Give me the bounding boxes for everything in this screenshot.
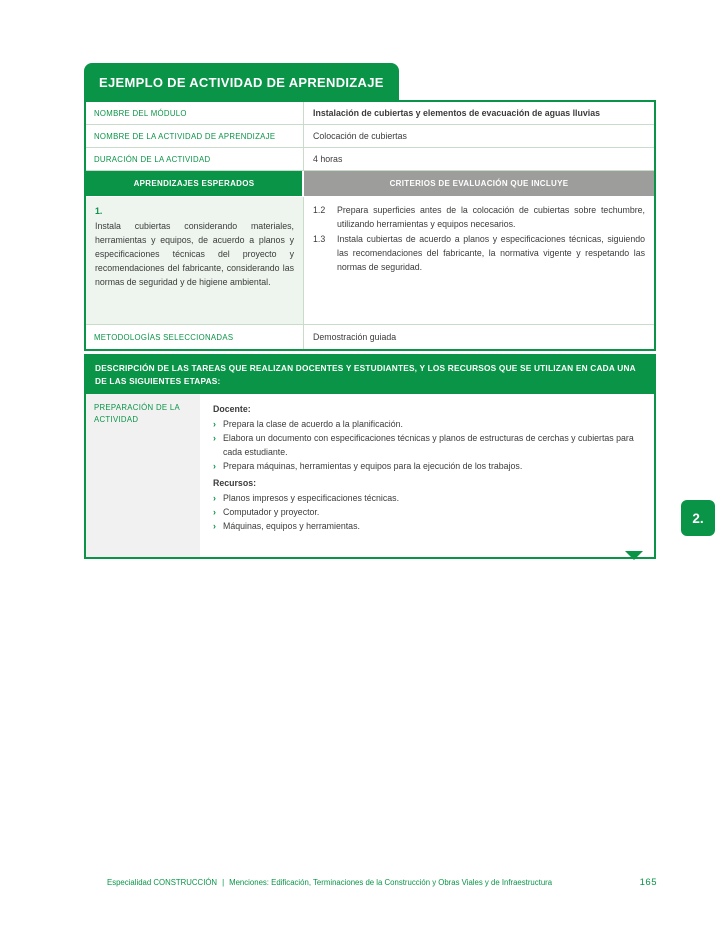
preparation-stage-row <box>86 394 654 557</box>
module-name-value: Instalación de cubiertas y elementos de evacuación de aguas lluvias <box>313 108 600 118</box>
learning-text: Instala cubiertas considerando materiales, herramientas y equipos, de acuerdo a planos y especificaciones técnicas del proyecto y recomendaciones del fabricante, considerando las normas de seguridad y de higiene ambiental. <box>95 221 294 288</box>
list-item <box>213 459 640 473</box>
page-title: EJEMPLO DE ACTIVIDAD DE APRENDIZAJE <box>84 63 399 100</box>
duration-label: DURACIÓN DE LA ACTIVIDAD <box>86 148 304 170</box>
expected-learning-cell <box>86 197 304 324</box>
tasks-description-band: DESCRIPCIÓN DE LAS TAREAS QUE REALIZAN DOCENTES Y ESTUDIANTES, Y LOS RECURSOS QUE SE UTILIZAN EN CADA UNA DE LAS SIGUIENTES ETAPAS: <box>86 356 654 394</box>
bullet-arrow-icon: › <box>213 432 216 443</box>
criterion-item <box>313 204 645 231</box>
activity-name-label: NOMBRE DE LA ACTIVIDAD DE APRENDIZAJE <box>86 125 304 147</box>
evaluation-criteria-header: CRITERIOS DE EVALUACIÓN QUE INCLUYE <box>304 171 654 196</box>
list-item-text: Planos impresos y especificaciones técnicas. <box>223 492 400 503</box>
duration-value: 4 horas <box>313 154 343 164</box>
preparation-stage-content <box>200 394 654 557</box>
criterion-text: Instala cubiertas de acuerdo a planos y especificaciones técnicas, siguiendo las recomendaciones del fabricante, la normativa vigente y respetando las normas de seguridad. <box>337 234 645 272</box>
criterion-number: 1.2 <box>313 205 326 215</box>
list-item <box>213 417 640 431</box>
preparation-stage-label: PREPARACIÓN DE LA ACTIVIDAD <box>86 394 200 557</box>
list-item <box>213 491 640 505</box>
evaluation-criteria-cell <box>304 197 654 324</box>
activity-info-table <box>84 100 656 351</box>
bullet-arrow-icon: › <box>213 492 216 503</box>
bullet-arrow-icon: › <box>213 521 216 532</box>
learning-number: 1. <box>95 206 103 216</box>
bullet-arrow-icon: › <box>213 461 216 472</box>
learning-criteria-row <box>86 197 654 324</box>
table-row-methodologies <box>86 324 654 349</box>
resources-heading: Recursos: <box>213 477 257 488</box>
list-item <box>213 519 640 533</box>
tasks-description-table <box>84 354 656 559</box>
list-item-text: Elabora un documento con especificaciones técnicas y planos de estructuras de cerchas y cubiertas para cada estudiante. <box>223 432 634 458</box>
page-number: 165 <box>639 877 657 888</box>
page-footer <box>107 877 657 888</box>
activity-name-value: Colocación de cubiertas <box>313 131 407 141</box>
table-row-module-name <box>86 102 654 125</box>
list-item-text: Prepara máquinas, herramientas y equipos para la ejecución de los trabajos. <box>223 461 523 472</box>
continuation-arrow-icon <box>625 551 643 560</box>
table-header-row <box>86 171 654 197</box>
criterion-text: Prepara superficies antes de la colocación de cubiertas sobre techumbre, utilizando herramientas y equipos necesarios. <box>337 205 645 229</box>
bullet-arrow-icon: › <box>213 506 216 517</box>
chapter-tab-2 <box>681 500 715 536</box>
footer-separator: | <box>222 878 225 887</box>
table-row-activity-name <box>86 125 654 148</box>
footer-specialty: Especialidad CONSTRUCCIÓN <box>107 878 218 887</box>
list-item <box>213 505 640 519</box>
criterion-number: 1.3 <box>313 234 326 245</box>
module-name-label: NOMBRE DEL MÓDULO <box>86 102 304 124</box>
list-item-text: Prepara la clase de acuerdo a la planificación. <box>223 418 403 429</box>
methodologies-label: METODOLOGÍAS SELECCIONADAS <box>86 325 304 349</box>
teacher-heading: Docente: <box>213 403 251 414</box>
methodologies-value: Demostración guiada <box>313 332 397 342</box>
expected-learning-header: APRENDIZAJES ESPERADOS <box>86 171 304 196</box>
criterion-item <box>313 233 645 274</box>
bullet-arrow-icon: › <box>213 418 216 429</box>
footer-mentions: Menciones: Edificación, Terminaciones de la Construcción y Obras Viales y de Infraestructura <box>229 878 553 887</box>
list-item <box>213 431 640 460</box>
list-item-text: Computador y proyector. <box>223 506 320 517</box>
table-row-duration <box>86 148 654 171</box>
chapter-tab-label: 2. <box>692 510 704 526</box>
list-item-text: Máquinas, equipos y herramientas. <box>223 521 360 532</box>
